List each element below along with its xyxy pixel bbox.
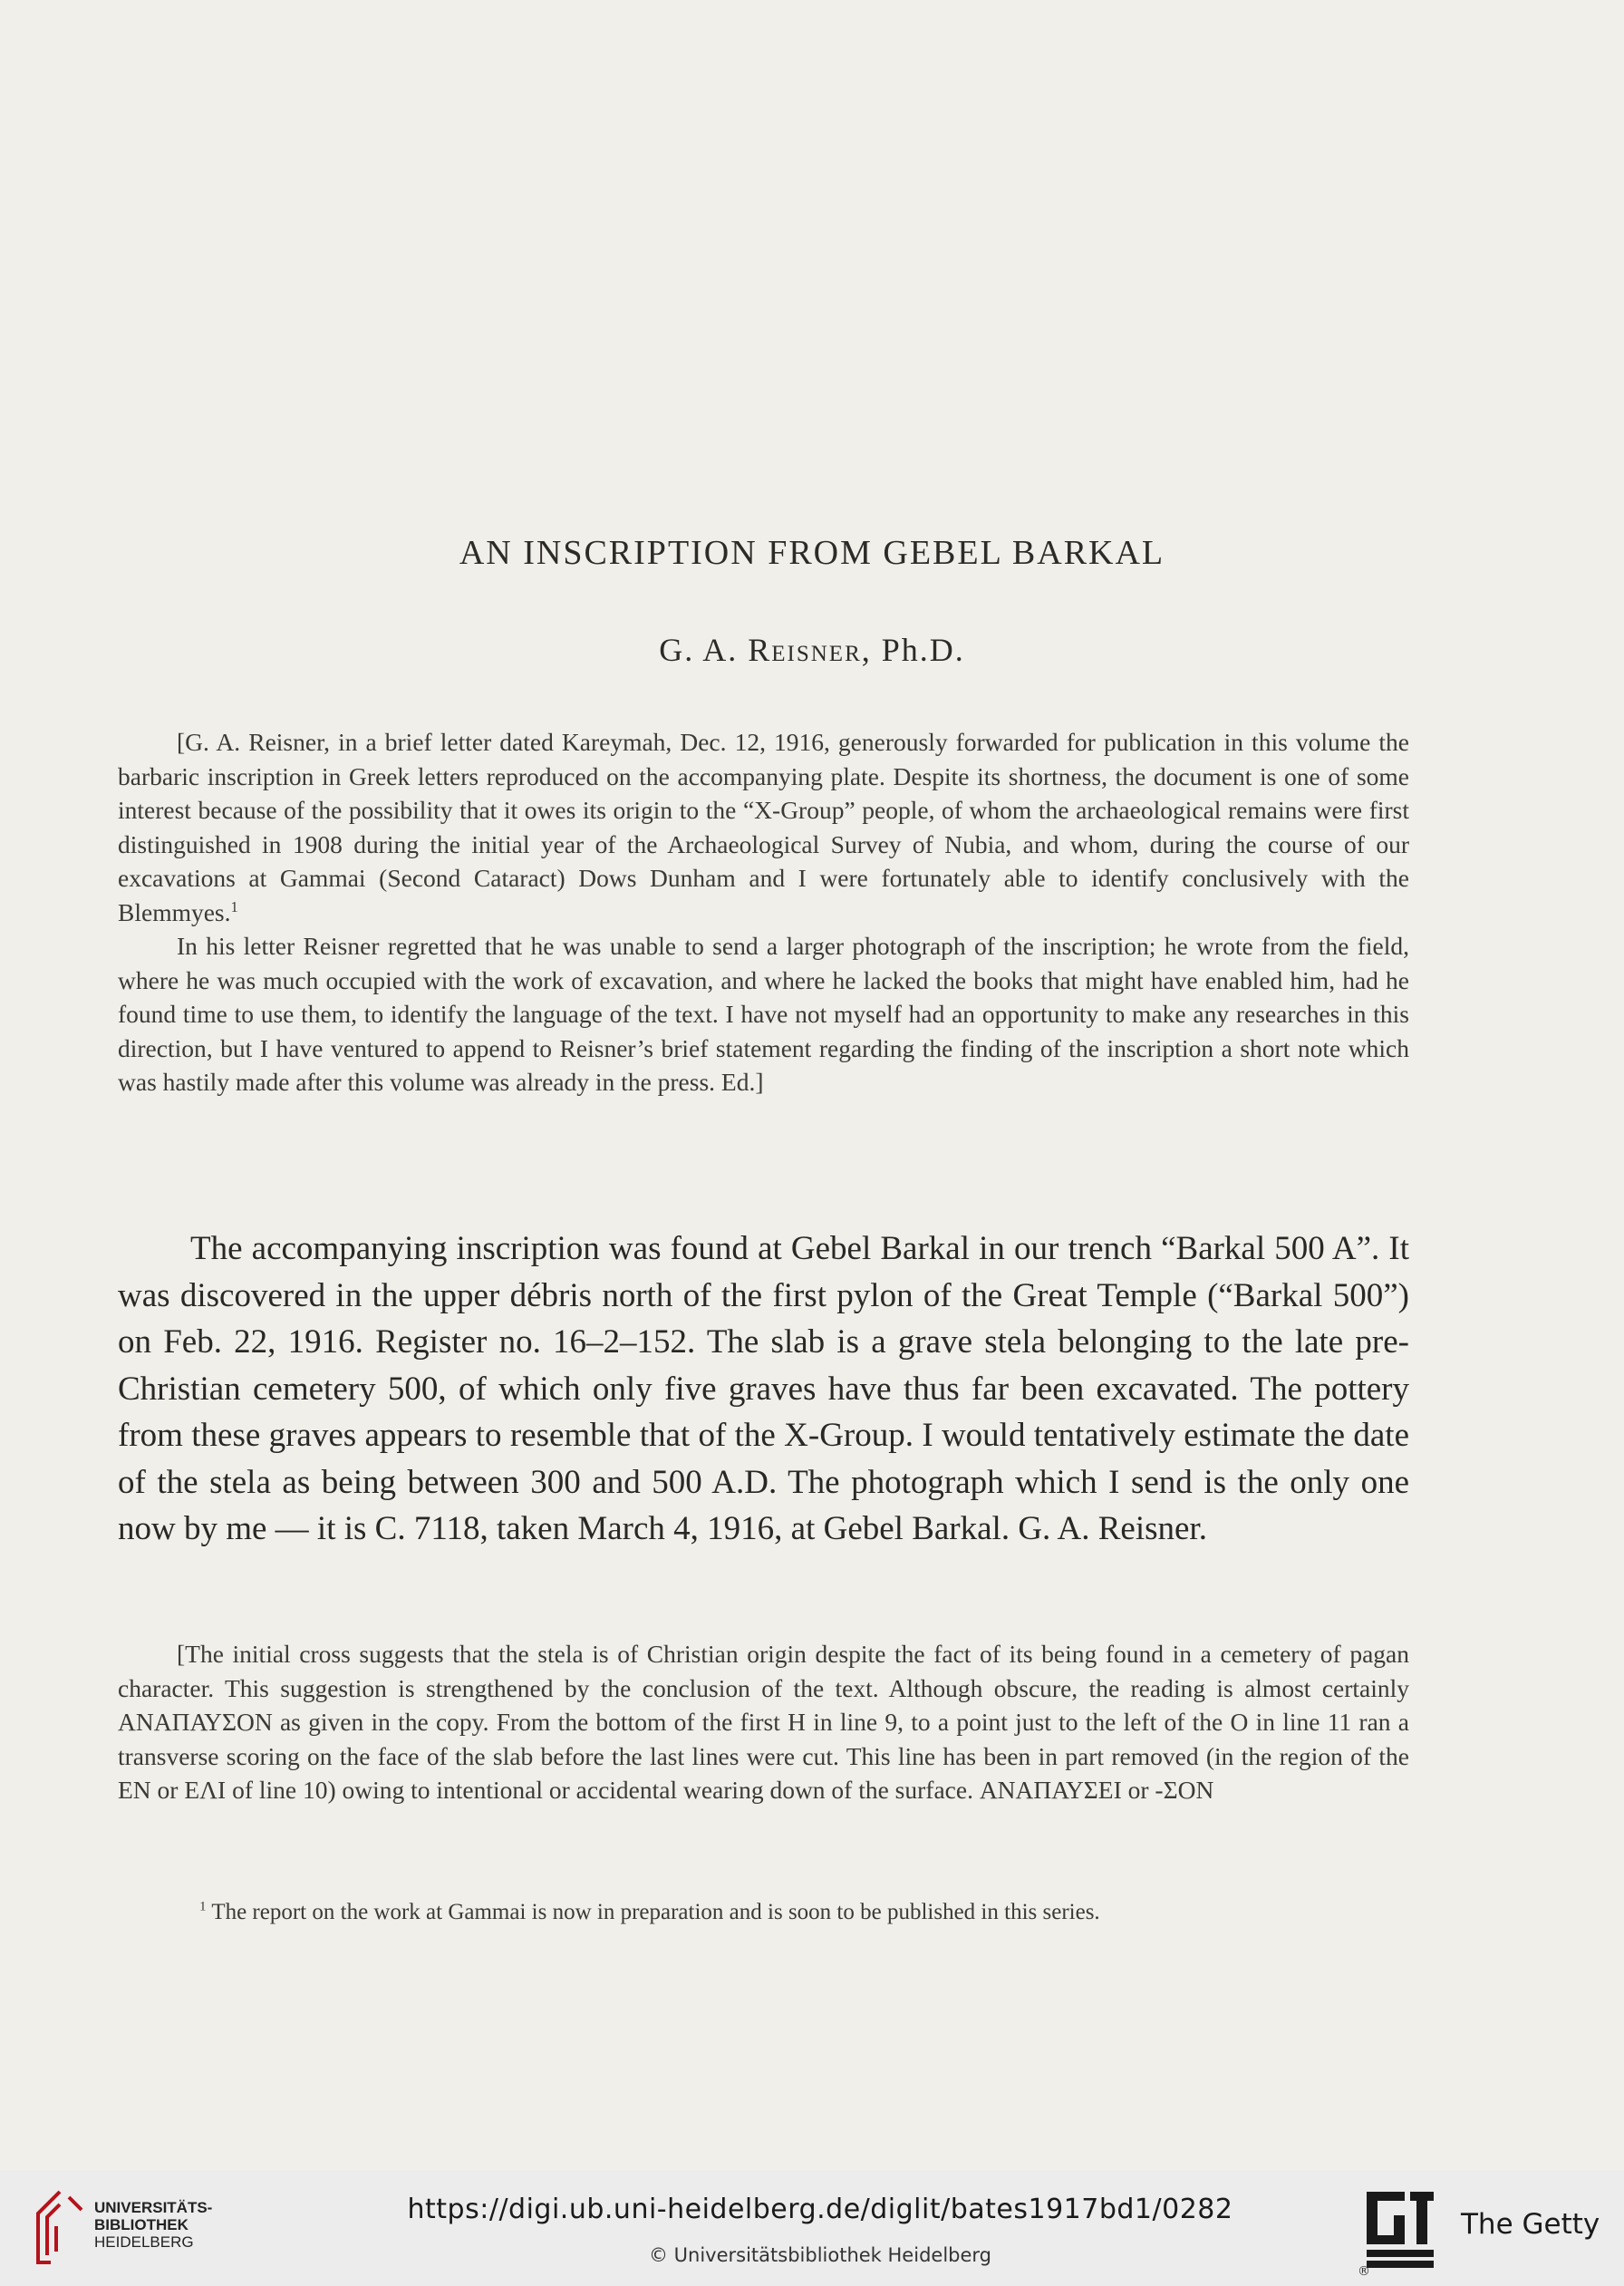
author-prefix: G. A. xyxy=(659,632,749,668)
commentary-paragraph: [The initial cross suggests that the stela is of Christian origin despite the fact of its being found in a cemetery of pagan character. This suggestion is strengthened by the conclusion of the text. Although obscure, the reading is almost certainly ΑΝΑΠΑΥΣΟΝ as given in the copy. From the bottom of the first Η in line 9, to a point just to the left of the Ο in line 11 ran a transverse scoring on the face of the slab before the last lines were cut. This line has been in part removed (in the region of the ΕΝ or ΕΛΙ of line 10) owing to intentional or accidental wearing down of the surface. ΑΝΑΠΑΥΣΕΙ or -ΣΟΝ xyxy=(118,1640,1409,1804)
editor-note-paragraph-1 xyxy=(118,725,1409,929)
editor-note-text-1: [G. A. Reisner, in a brief letter dated Kareymah, Dec. 12, 1916, generously forwarded for publication in this volume the barbaric inscription in Greek letters reproduced on the accompanying plate. Despite its shortness, the document is one of some interest because of the possibility that it owes its origin to the “X-Group” people, of whom the archaeological remains were first distinguished in 1908 during the initial year of the Archaeological Survey of Nubia, and whom, during the course of our excavations at Gammai (Second Cataract) Dows Dunham and I were fortunately able to identify conclusively with the Blemmyes. xyxy=(118,728,1409,926)
permalink-url[interactable]: https://digi.ub.uni-heidelberg.de/diglit/bates1917bd1/0282 xyxy=(407,2194,1233,2225)
commentary-note xyxy=(118,1637,1409,1807)
ub-line-3: HEIDELBERG xyxy=(94,2233,194,2251)
ub-line-1: UNIVERSITÄTS- xyxy=(94,2199,213,2216)
author-name: Reisner xyxy=(748,632,862,668)
editor-note xyxy=(118,725,1409,1099)
university-library-name xyxy=(94,2199,212,2251)
ub-line-2: BIBLIOTHEK xyxy=(94,2216,188,2233)
footnote-marker: 1 xyxy=(230,897,238,915)
getty-name: The Getty xyxy=(1461,2208,1600,2241)
footnote-text: The report on the work at Gammai is now in preparation and is soon to be published in this series. xyxy=(211,1900,1100,1924)
university-library-logo-icon xyxy=(33,2186,87,2268)
registered-mark: ® xyxy=(1358,2264,1370,2279)
author-suffix: , Ph.D. xyxy=(861,632,965,668)
copyright-notice: © Universitätsbibliothek Heidelberg xyxy=(648,2244,991,2266)
footnote xyxy=(199,1898,1414,1927)
article-author xyxy=(0,631,1624,669)
getty-logo-icon xyxy=(1367,2192,1434,2271)
footer-bar xyxy=(0,2170,1624,2286)
main-text xyxy=(118,1225,1409,1553)
article-title: AN INSCRIPTION FROM GEBEL BARKAL xyxy=(459,534,1165,572)
editor-note-paragraph-2: In his letter Reisner regretted that he was unable to send a larger photograph of the inscription; he wrote from the field, where he was much occupied with the work of excavation, and where he lacked the books that might have enabled him, had he found time to use them, to identify the language of the text. I have not myself had an opportunity to make any researches in this direction, but I have ventured to append to Reisner’s brief statement regarding the finding of the inscription a short note which was hastily made after this volume was already in the press. Ed.] xyxy=(118,932,1409,1096)
main-paragraph: The accompanying inscription was found at Gebel Barkal in our trench “Barkal 500 A”. It was discovered in the upper débris north of the first pylon of the Great Temple (“Barkal 500”) on Feb. 22, 1916. Register no. 16–2–152. The slab is a grave stela belonging to the late pre-Christian cemetery 500, of which only five graves have thus far been excavated. The pottery from these graves appears to resemble that of the X-Group. I would tentatively estimate the date of the stela as being between 300 and 500 A.D. The photograph which I send is the only one now by me — it is C. 7118, taken March 4, 1916, at Gebel Barkal. G. A. Reisner. xyxy=(118,1230,1409,1547)
footnote-number: 1 xyxy=(199,1899,207,1914)
